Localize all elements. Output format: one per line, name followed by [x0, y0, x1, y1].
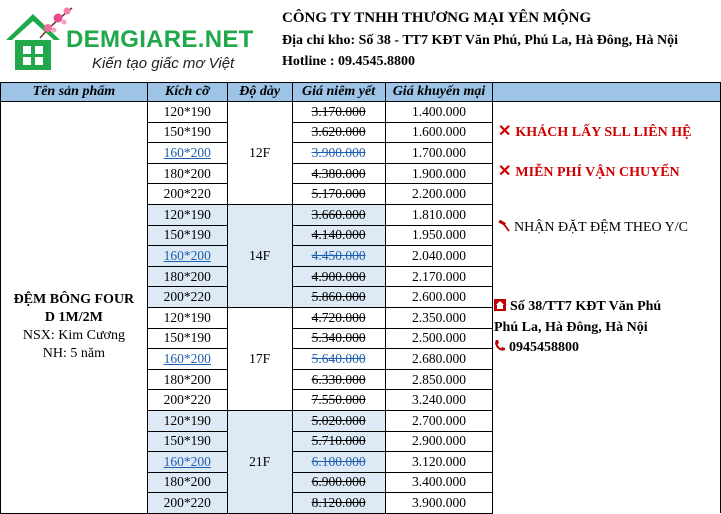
size-cell: 180*200: [147, 266, 227, 287]
promo-price-cell: 2.600.000: [385, 287, 493, 308]
size-cell: 180*200: [147, 472, 227, 493]
promo-price-cell: 3.900.000: [385, 493, 493, 514]
promo-price-cell: 2.700.000: [385, 410, 493, 431]
size-cell: 200*220: [147, 287, 227, 308]
list-price-cell: 6.900.000: [292, 472, 385, 493]
cross-icon: ✕: [498, 123, 512, 140]
size-cell: 150*190: [147, 328, 227, 349]
header-size: Kích cỡ: [147, 83, 227, 102]
product-model: D 1M/2M: [44, 310, 103, 326]
list-price-cell: 4.720.000: [292, 307, 385, 328]
brand-name[interactable]: DEMGIARE.NET: [66, 26, 254, 53]
note-custom-text: NHẬN ĐẶT ĐỆM THEO Y/C: [514, 220, 688, 235]
size-cell[interactable]: 160*200: [147, 349, 227, 370]
cross-icon: ✕: [498, 163, 512, 180]
size-cell: 120*190: [147, 204, 227, 225]
company-address: Địa chỉ kho: Số 38 - TT7 KĐT Văn Phú, Phú La, Hà Đông, Hà Nội: [282, 33, 678, 48]
size-cell: 200*220: [147, 493, 227, 514]
product-maker: NSX: Kim Cương: [22, 328, 125, 344]
thickness-cell: 14F: [227, 204, 292, 307]
note-shipping-text: MIỄN PHÍ VẬN CHUYỂN: [515, 165, 680, 180]
promo-price-cell: 3.240.000: [385, 390, 493, 411]
list-price-cell: 6.330.000: [292, 369, 385, 390]
size-cell: 120*190: [147, 410, 227, 431]
list-price-cell: 3.900.000: [292, 143, 385, 164]
list-price-cell: 4.140.000: [292, 225, 385, 246]
header-promo-price: Giá khuyến mại: [385, 83, 493, 102]
header-thickness: Độ dày: [227, 83, 292, 102]
price-table: [0, 82, 721, 514]
thickness-cell: 21F: [227, 410, 292, 513]
list-price-cell: 3.170.000: [292, 102, 385, 123]
list-price-cell: 7.550.000: [292, 390, 385, 411]
hammer-icon: [498, 220, 510, 232]
promo-price-cell: 1.600.000: [385, 122, 493, 143]
list-price-cell: 3.620.000: [292, 122, 385, 143]
promo-price-cell: 2.350.000: [385, 307, 493, 328]
size-cell: 150*190: [147, 122, 227, 143]
list-price-cell: 6.100.000: [292, 452, 385, 473]
address-line-1: Số 38/TT7 KĐT Văn Phú: [510, 299, 662, 314]
promo-price-cell: 2.500.000: [385, 328, 493, 349]
size-cell[interactable]: 160*200: [147, 246, 227, 267]
list-price-cell: 4.380.000: [292, 163, 385, 184]
promo-price-cell: 1.950.000: [385, 225, 493, 246]
company-hotline: Hotline : 09.4545.8800: [282, 54, 415, 69]
size-cell: 120*190: [147, 307, 227, 328]
note-shipping: [498, 161, 680, 181]
promo-price-cell: 2.850.000: [385, 369, 493, 390]
promo-price-cell: 1.900.000: [385, 163, 493, 184]
size-cell[interactable]: 160*200: [147, 452, 227, 473]
phone-icon: [494, 339, 505, 352]
promo-price-cell: 2.170.000: [385, 266, 493, 287]
list-price-cell: 5.640.000: [292, 349, 385, 370]
list-price-cell: 4.450.000: [292, 246, 385, 267]
size-cell[interactable]: 160*200: [147, 143, 227, 164]
size-cell: 120*190: [147, 102, 227, 123]
size-cell: 180*200: [147, 163, 227, 184]
note-bulk-text: KHÁCH LẤY SLL LIÊN HỆ: [515, 125, 692, 140]
size-cell: 200*220: [147, 390, 227, 411]
list-price-cell: 5.710.000: [292, 431, 385, 452]
company-name: CÔNG TY TNHH THƯƠNG MẠI YÊN MỘNG: [282, 10, 592, 26]
size-cell: 180*200: [147, 369, 227, 390]
product-cell: [1, 102, 148, 514]
phone-number[interactable]: 0945458800: [509, 340, 579, 355]
note-custom: [498, 220, 688, 236]
brand-slogan: Kiến tạo giấc mơ Việt: [92, 55, 235, 72]
list-price-cell: 5.020.000: [292, 410, 385, 431]
list-price-cell: 4.900.000: [292, 266, 385, 287]
home-icon: [494, 299, 506, 311]
promo-price-cell: 1.810.000: [385, 204, 493, 225]
header-blank: [493, 83, 721, 102]
list-price-cell: 5.170.000: [292, 184, 385, 205]
promo-price-cell: 2.680.000: [385, 349, 493, 370]
promo-price-cell: 1.400.000: [385, 102, 493, 123]
header-list-price: Giá niêm yết: [292, 83, 385, 102]
promo-price-cell: 2.040.000: [385, 246, 493, 267]
product-warranty: NH: 5 năm: [42, 346, 105, 362]
note-phone: [494, 339, 579, 356]
promo-price-cell: 2.200.000: [385, 184, 493, 205]
note-address-1: [494, 299, 661, 315]
note-bulk: [498, 121, 692, 141]
thickness-cell: 12F: [227, 102, 292, 205]
promo-price-cell: 2.900.000: [385, 431, 493, 452]
list-price-cell: 5.340.000: [292, 328, 385, 349]
list-price-cell: 5.860.000: [292, 287, 385, 308]
thickness-cell: 17F: [227, 307, 292, 410]
promo-price-cell: 1.700.000: [385, 143, 493, 164]
product-name: ĐỆM BÔNG FOUR: [13, 292, 135, 308]
header-product: Tên sản phẩm: [1, 83, 148, 102]
promo-price-cell: 3.120.000: [385, 452, 493, 473]
list-price-cell: 3.660.000: [292, 204, 385, 225]
list-price-cell: 8.120.000: [292, 493, 385, 514]
table-row: [1, 102, 721, 123]
table-header-row: [1, 83, 721, 102]
note-address-2: [494, 320, 648, 336]
size-cell: 150*190: [147, 225, 227, 246]
size-cell: 200*220: [147, 184, 227, 205]
size-cell: 150*190: [147, 431, 227, 452]
header: [0, 0, 721, 82]
address-line-2: Phú La, Hà Đông, Hà Nội: [494, 320, 648, 335]
promo-price-cell: 3.400.000: [385, 472, 493, 493]
